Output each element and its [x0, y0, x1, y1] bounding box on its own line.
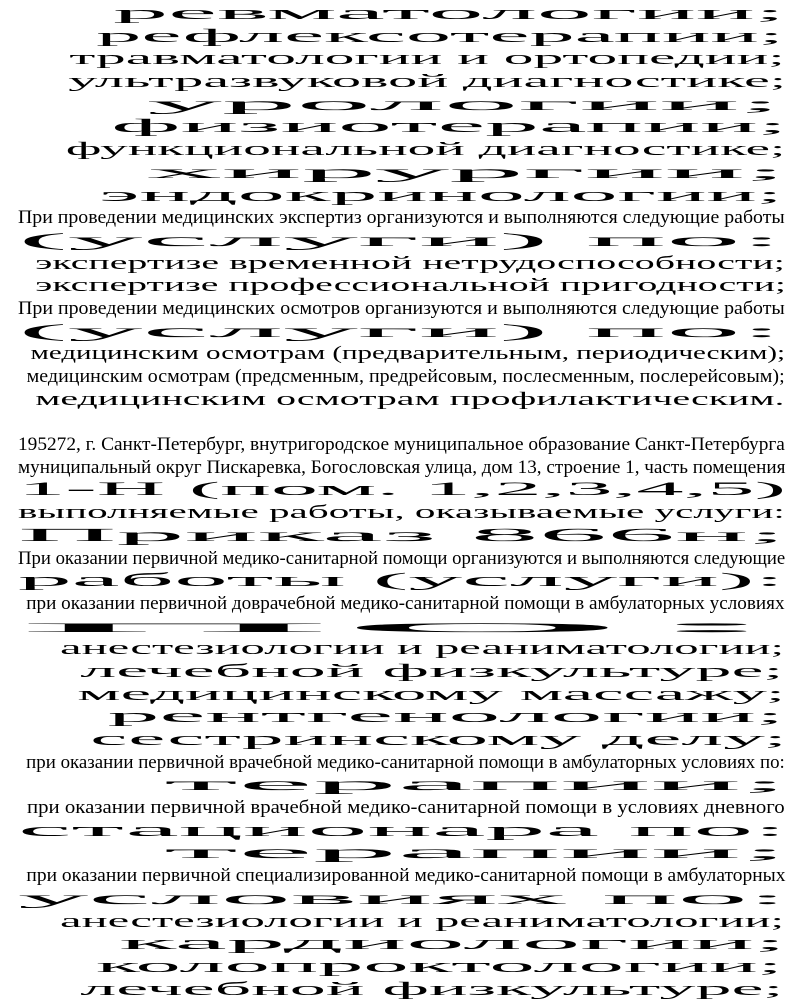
text-line: медицинским осмотрам (предварительным, периодическим);	[30, 344, 786, 365]
text-line: (услуги) по:	[18, 321, 783, 342]
text-line: медицинскому массажу;	[77, 684, 786, 705]
text-line: рентгенологии;	[107, 707, 785, 728]
text-line: терапии;	[164, 843, 789, 864]
text-line: при оказании первичной доврачебной медико-санитарной помощи в амбулаторных условиях	[26, 593, 785, 614]
text-line: при оказании первичной врачебной медико-санитарной помощи в амбулаторных условиях по:	[26, 752, 785, 773]
text-line: сестринскому делу;	[90, 730, 787, 750]
text-line: медицинским осмотрам профилактическим.	[35, 389, 785, 410]
text-line: При проведении медицинских осмотров организуются и выполняются следующие работы	[18, 298, 785, 319]
text-line: муниципальный округ Пискаревка, Богословская улица, дом 13, строение 1, часть помещения	[18, 457, 786, 478]
text-line: стационара по:	[18, 820, 787, 841]
text-line: выполняемые работы, оказываемые услуги:	[18, 503, 785, 524]
text-line: 195272, г. Санкт-Петербург, внутригородское муниципальное образование Санкт-Петербурга	[18, 435, 785, 456]
text-line: лечебной физкультуре;	[80, 661, 784, 682]
text-line: лечебной физкультуре;	[80, 979, 784, 1000]
text-line: эндокринологии;	[99, 185, 783, 206]
text-line: При проведении медицинских экспертиз организуются и выполняются следующие работы	[18, 208, 785, 229]
text-line: физиотерапии;	[110, 117, 788, 138]
text-line: При оказании первичной медико-санитарной помощи организуются и выполняются следующие	[18, 548, 786, 569]
text-line: рефлексотерапии;	[96, 26, 784, 47]
text-line: урологии;	[147, 94, 782, 115]
text-line: ультразвуковой диагностике;	[68, 72, 787, 93]
text-line: условиях по:	[18, 888, 788, 909]
text-line: хирургии;	[147, 162, 787, 183]
text-line: при оказании первичной специализированной медико-санитарной помощи в амбулаторных	[26, 866, 786, 887]
text-line: анестезиологии и реаниматологии;	[60, 639, 785, 660]
text-line: Приказ 866н;	[18, 525, 787, 546]
text-line: при оказании первичной врачебной медико-санитарной помощи в условиях дневного	[26, 798, 785, 819]
text-line: травматологии и ортопедии;	[69, 49, 785, 70]
text-line: по:	[18, 616, 795, 637]
text-line: экспертизе профессиональной пригодности;	[35, 276, 786, 297]
text-line: 1-Н (пом. 1,2,3,4,5)	[18, 480, 787, 501]
text-line: работы (услуги):	[18, 571, 785, 592]
text-line: анестезиологии и реаниматологии;	[60, 911, 785, 932]
text-line	[18, 411, 805, 434]
text-line: кардиологии;	[119, 934, 787, 955]
text-line: (услуги) по:	[18, 230, 783, 251]
text-line: медицинским осмотрам (предсменным, предрейсовым, послесменным, послерейсовым);	[26, 367, 785, 387]
text-line: экспертизе временной нетрудоспособности;	[35, 253, 785, 274]
text-line: колопроктологии;	[96, 956, 783, 977]
text-line: функциональной диагностике;	[65, 140, 786, 161]
text-line: ревматологии;	[113, 4, 786, 24]
text-line: терапии;	[164, 775, 789, 796]
